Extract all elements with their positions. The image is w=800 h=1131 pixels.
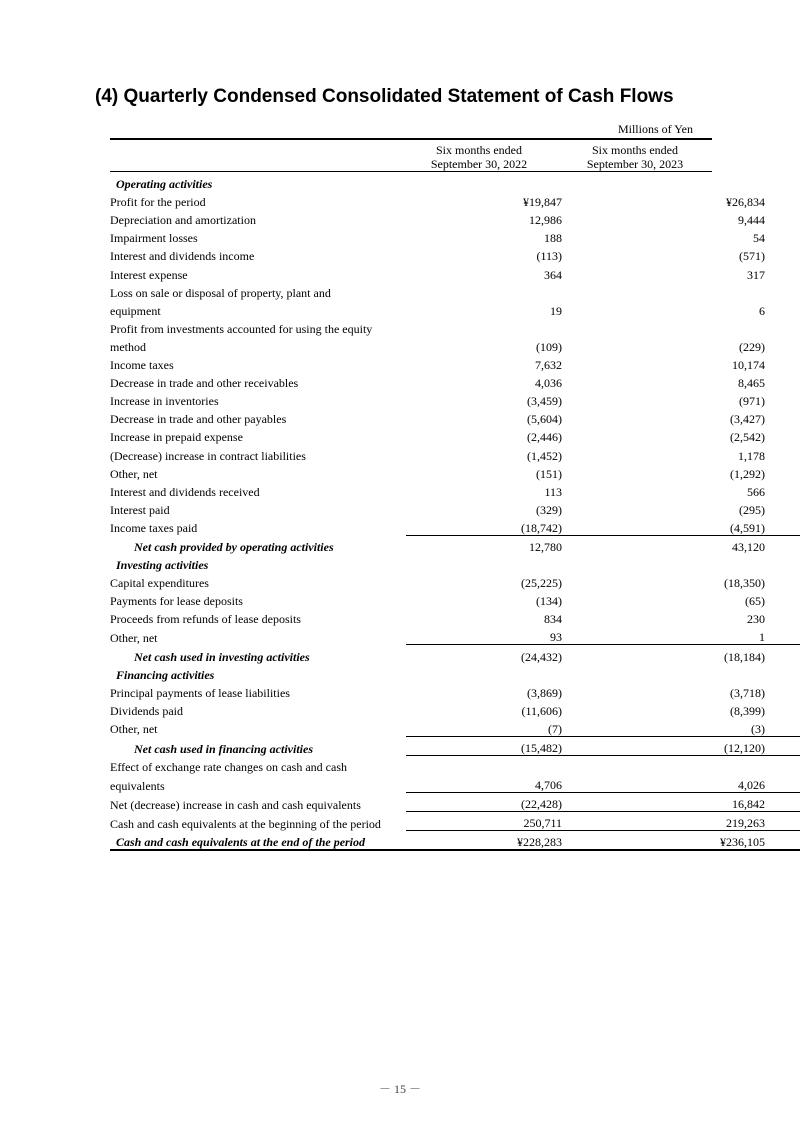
row-label: Increase in prepaid expense bbox=[110, 430, 243, 445]
value-2023: (971) bbox=[739, 394, 765, 409]
value-2023: (65) bbox=[745, 594, 765, 609]
value-2023 bbox=[609, 318, 800, 336]
value-2023 bbox=[609, 756, 800, 775]
row-label: Depreciation and amortization bbox=[110, 213, 256, 228]
value-2022: (151) bbox=[536, 466, 562, 481]
value-2022: 12,780 bbox=[406, 535, 609, 554]
value-2023: (3,427) bbox=[730, 412, 765, 427]
value-2022: (2,446) bbox=[527, 430, 562, 445]
row-label: Net (decrease) increase in cash and cash equivalents bbox=[110, 797, 361, 812]
value-2023: 43,120 bbox=[609, 535, 800, 554]
value-2022: ¥19,847 bbox=[523, 195, 562, 210]
subtotal-row bbox=[110, 645, 800, 664]
row-label: Net cash provided by operating activities bbox=[134, 539, 334, 554]
row-label: Profit for the period bbox=[110, 195, 206, 210]
value-2022 bbox=[406, 173, 609, 191]
value-2022 bbox=[406, 554, 609, 572]
row-label: Interest paid bbox=[110, 502, 170, 517]
value-2023: (4,591) bbox=[730, 520, 765, 535]
value-2022: 19 bbox=[550, 303, 562, 318]
table-row-continuation bbox=[110, 300, 800, 318]
value-2023: (12,120) bbox=[609, 736, 800, 755]
row-label: Financing activities bbox=[116, 667, 215, 682]
value-2022: 834 bbox=[544, 612, 562, 627]
row-label: Other, net bbox=[110, 630, 158, 645]
value-2022: ¥228,283 bbox=[406, 831, 609, 851]
value-2023: (1,292) bbox=[730, 466, 765, 481]
row-label: Cash and cash equivalents at the beginning of the period bbox=[110, 816, 381, 831]
row-label: Dividends paid bbox=[110, 703, 183, 718]
row-label: (Decrease) increase in contract liabilities bbox=[110, 448, 306, 463]
value-2023: 16,842 bbox=[609, 793, 800, 812]
table-row bbox=[110, 408, 800, 426]
row-label: Investing activities bbox=[116, 558, 209, 573]
table-row bbox=[110, 682, 800, 700]
value-2023 bbox=[609, 282, 800, 300]
row-label: equipment bbox=[110, 303, 161, 318]
value-2022: 4,036 bbox=[535, 376, 562, 391]
value-2023: 9,444 bbox=[738, 213, 765, 228]
value-2023: 10,174 bbox=[732, 358, 765, 373]
table-row bbox=[110, 444, 800, 462]
table-row bbox=[110, 372, 800, 390]
row-label: Interest and dividends received bbox=[110, 484, 260, 499]
table-row bbox=[110, 282, 800, 300]
value-2022: (3,869) bbox=[527, 685, 562, 700]
value-2022: (15,482) bbox=[406, 736, 609, 755]
row-label: Capital expenditures bbox=[110, 576, 209, 591]
value-2023: (3,718) bbox=[730, 685, 765, 700]
value-2022: (109) bbox=[536, 339, 562, 354]
page-number: － 15 － bbox=[378, 1082, 421, 1096]
row-label: Interest expense bbox=[110, 267, 188, 282]
subtotal-row bbox=[110, 535, 800, 554]
table-row bbox=[110, 318, 800, 336]
row-label: Proceeds from refunds of lease deposits bbox=[110, 612, 301, 627]
table-row bbox=[110, 390, 800, 408]
value-2023: 317 bbox=[747, 267, 765, 282]
value-2023: 1 bbox=[759, 630, 765, 645]
row-label: equivalents bbox=[110, 778, 165, 793]
value-2022: (11,606) bbox=[521, 703, 562, 718]
value-2022 bbox=[406, 756, 609, 775]
row-label: Impairment losses bbox=[110, 231, 198, 246]
value-2023: (8,399) bbox=[730, 703, 765, 718]
row-label: Effect of exchange rate changes on cash and cash bbox=[110, 760, 347, 775]
row-label: Net cash used in financing activities bbox=[134, 741, 314, 756]
column-header-line2: September 30, 2023 bbox=[586, 156, 684, 171]
value-2023: (18,350) bbox=[724, 576, 765, 591]
value-2022: (329) bbox=[536, 502, 562, 517]
value-2023 bbox=[609, 554, 800, 572]
row-label: Income taxes bbox=[110, 358, 174, 373]
table-row bbox=[110, 245, 800, 263]
value-2022 bbox=[406, 664, 609, 682]
value-2023: (229) bbox=[739, 339, 765, 354]
column-header-line1: Six months ended bbox=[592, 143, 678, 157]
column-header-line1: Six months ended bbox=[436, 143, 522, 157]
table-row bbox=[110, 209, 800, 227]
table-row bbox=[110, 263, 800, 281]
table-row bbox=[110, 812, 800, 831]
table-row bbox=[110, 700, 800, 718]
value-2022: (134) bbox=[536, 594, 562, 609]
value-2022: 113 bbox=[544, 484, 562, 499]
table-row bbox=[110, 463, 800, 481]
column-header-2022 bbox=[399, 144, 559, 171]
cash-flow-table-body bbox=[110, 173, 800, 850]
value-2022: (5,604) bbox=[527, 412, 562, 427]
value-2023: 8,465 bbox=[738, 376, 765, 391]
value-2022: 4,706 bbox=[535, 778, 562, 793]
table-row bbox=[110, 481, 800, 499]
value-2022: 250,711 bbox=[406, 812, 609, 831]
row-label: Payments for lease deposits bbox=[110, 594, 243, 609]
value-2023: (18,184) bbox=[609, 645, 800, 664]
table-row bbox=[110, 227, 800, 245]
table-row bbox=[110, 354, 800, 372]
value-2022 bbox=[406, 318, 609, 336]
row-label: Income taxes paid bbox=[110, 521, 198, 536]
row-label: Increase in inventories bbox=[110, 394, 219, 409]
table-row bbox=[110, 590, 800, 608]
row-label: Principal payments of lease liabilities bbox=[110, 685, 290, 700]
subtotal-row bbox=[110, 736, 800, 755]
row-label: Cash and cash equivalents at the end of the period bbox=[110, 831, 406, 851]
value-2023: ¥26,834 bbox=[726, 195, 765, 210]
value-2022: (24,432) bbox=[406, 645, 609, 664]
table-row bbox=[110, 608, 800, 626]
row-label: Other, net bbox=[110, 466, 158, 481]
cash-flow-table bbox=[110, 173, 800, 851]
value-2023: 6 bbox=[759, 303, 765, 318]
table-row bbox=[110, 626, 800, 645]
top-rule bbox=[110, 138, 712, 140]
table-row bbox=[110, 793, 800, 812]
value-2022: 12,986 bbox=[529, 213, 562, 228]
section-heading-row bbox=[110, 173, 800, 191]
value-2023: ¥236,105 bbox=[609, 831, 800, 851]
value-2022: (3,459) bbox=[527, 394, 562, 409]
row-label: Other, net bbox=[110, 722, 158, 737]
row-label: Net cash used in investing activities bbox=[134, 649, 310, 664]
row-label: Decrease in trade and other receivables bbox=[110, 376, 299, 391]
page-title: (4) Quarterly Condensed Consolidated Statement of Cash Flows bbox=[95, 86, 674, 107]
table-row bbox=[110, 191, 800, 209]
section-heading-row bbox=[110, 664, 800, 682]
value-2023: (3) bbox=[751, 721, 765, 736]
value-2023: (571) bbox=[739, 249, 765, 264]
value-2022 bbox=[406, 282, 609, 300]
value-2023: 4,026 bbox=[738, 778, 765, 793]
value-2023: 230 bbox=[747, 612, 765, 627]
value-2022: 93 bbox=[550, 630, 562, 645]
row-label: Operating activities bbox=[116, 177, 213, 192]
section-heading-row bbox=[110, 554, 800, 572]
table-row bbox=[110, 572, 800, 590]
table-row bbox=[110, 426, 800, 444]
value-2022: (1,452) bbox=[527, 448, 562, 463]
table-row bbox=[110, 517, 800, 536]
table-row bbox=[110, 499, 800, 517]
row-label: Profit from investments accounted for using the equity bbox=[110, 321, 373, 336]
value-2022: (25,225) bbox=[521, 576, 562, 591]
value-2022: (113) bbox=[536, 249, 562, 264]
value-2023 bbox=[609, 173, 800, 191]
value-2022: (7) bbox=[548, 721, 562, 736]
value-2023: 566 bbox=[747, 484, 765, 499]
row-label: method bbox=[110, 339, 146, 354]
value-2022: 364 bbox=[544, 267, 562, 282]
value-2023: 1,178 bbox=[738, 448, 765, 463]
table-row-continuation bbox=[110, 774, 800, 793]
value-2023: (295) bbox=[739, 502, 765, 517]
unit-label: Millions of Yen bbox=[617, 122, 693, 136]
value-2022: (18,742) bbox=[521, 520, 562, 535]
value-2022: 7,632 bbox=[535, 358, 562, 373]
header-rule bbox=[110, 171, 712, 172]
value-2023: 219,263 bbox=[609, 812, 800, 831]
total-row bbox=[110, 831, 800, 851]
value-2023: (2,542) bbox=[730, 430, 765, 445]
row-label: Interest and dividends income bbox=[110, 249, 255, 264]
table-row bbox=[110, 718, 800, 737]
value-2023 bbox=[609, 664, 800, 682]
value-2022: 188 bbox=[544, 231, 562, 246]
column-header-line2: September 30, 2022 bbox=[430, 156, 528, 171]
column-header-2023 bbox=[555, 144, 715, 171]
table-row-continuation bbox=[110, 336, 800, 354]
row-label: Decrease in trade and other payables bbox=[110, 412, 287, 427]
value-2022: (22,428) bbox=[406, 793, 609, 812]
table-row bbox=[110, 756, 800, 775]
value-2023: 54 bbox=[753, 231, 765, 246]
row-label: Loss on sale or disposal of property, plant and bbox=[110, 285, 331, 300]
